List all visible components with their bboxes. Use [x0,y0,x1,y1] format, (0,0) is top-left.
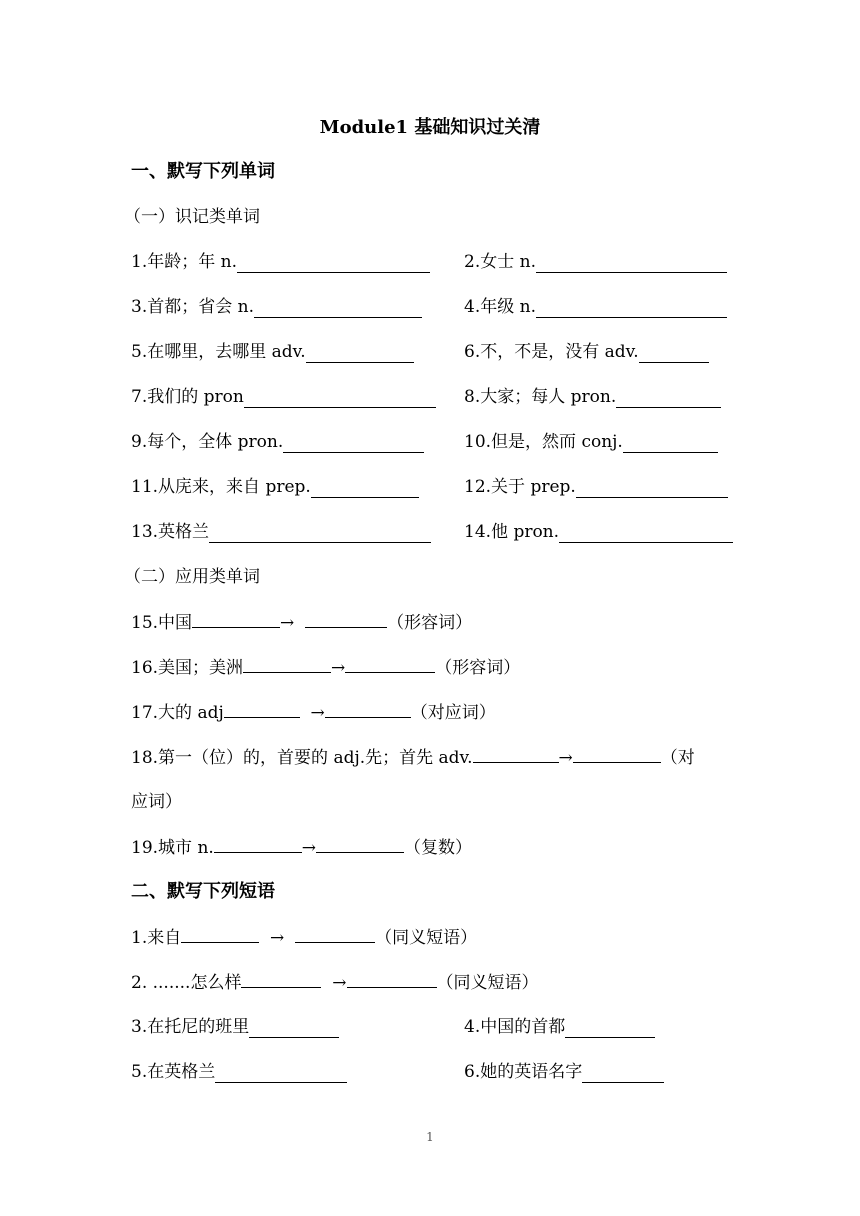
answer-blank[interactable] [639,342,709,363]
subsection-application: （二）应用类单词 [124,567,260,587]
word-item: 7.我们的 pron [131,384,436,410]
answer-blank[interactable] [573,744,661,763]
word-item: 6.不，不是，没有 adv. [464,339,709,365]
answer-blank[interactable] [582,1062,664,1083]
answer-blank[interactable] [616,387,721,408]
question-18: 18.第一（位）的，首要的 adj.先；首先 adv. → （对 [131,744,695,770]
word-item: 2.女士 n. [464,249,727,275]
answer-blank[interactable] [214,834,302,853]
question-17: 17.大的 adj → （对应词） [131,699,496,725]
answer-blank[interactable] [241,969,321,988]
section2-heading: 二、默写下列短语 [131,881,275,902]
word-item: 14.他 pron. [464,519,733,545]
answer-blank[interactable] [215,1062,347,1083]
answer-blank[interactable] [305,609,387,628]
word-row [131,339,731,365]
word-item: 10.但是，然而 conj. [464,429,718,455]
answer-blank[interactable] [237,252,430,273]
phrase-row [131,1059,731,1085]
answer-blank[interactable] [181,924,259,943]
word-row [131,519,731,545]
answer-blank[interactable] [565,1017,655,1038]
answer-blank[interactable] [536,297,727,318]
answer-blank[interactable] [192,609,280,628]
answer-blank[interactable] [209,522,431,543]
phrase-item: 6.她的英语名字 [464,1059,664,1085]
answer-blank[interactable] [536,252,727,273]
word-item: 9.每个，全体 pron. [131,429,424,455]
word-item: 3.首都；省会 n. [131,294,422,320]
question-15: 15.中国 → （形容词） [131,609,472,635]
answer-blank[interactable] [325,699,411,718]
word-item: 4.年级 n. [464,294,727,320]
word-item: 13.英格兰 [131,519,431,545]
answer-blank[interactable] [295,924,375,943]
answer-blank[interactable] [244,387,436,408]
answer-blank[interactable] [306,342,414,363]
word-item: 5.在哪里，去哪里 adv. [131,339,414,365]
answer-blank[interactable] [249,1017,339,1038]
answer-blank[interactable] [473,744,559,763]
answer-blank[interactable] [345,654,435,673]
page-title: Module1 基础知识过关清 [319,117,541,138]
answer-blank[interactable] [347,969,437,988]
answer-blank[interactable] [283,432,424,453]
subsection-recognition: （一）识记类单词 [124,207,260,227]
phrase-item: 5.在英格兰 [131,1059,347,1085]
word-item: 12.关于 prep. [464,474,728,500]
word-row [131,429,731,455]
answer-blank[interactable] [254,297,422,318]
phrase-item: 4.中国的首都 [464,1014,655,1040]
answer-blank[interactable] [316,834,404,853]
section1-heading: 一、默写下列单词 [131,161,275,182]
word-item: 8.大家；每人 pron. [464,384,721,410]
phrase-row [131,1014,731,1040]
word-row [131,384,731,410]
phrase-item: 3.在托尼的班里 [131,1014,339,1040]
answer-blank[interactable] [623,432,718,453]
question-18-continued: 应词） [131,792,182,812]
answer-blank[interactable] [243,654,331,673]
answer-blank[interactable] [311,477,419,498]
answer-blank[interactable] [224,699,300,718]
word-row [131,474,731,500]
answer-blank[interactable] [559,522,733,543]
phrase-2: 2. .......怎么样 → （同义短语） [131,969,539,995]
question-16: 16.美国；美洲 → （形容词） [131,654,520,680]
phrase-1: 1.来自 → （同义短语） [131,924,477,950]
question-19: 19.城市 n. → （复数） [131,834,472,860]
answer-blank[interactable] [576,477,728,498]
word-row [131,249,731,275]
page-number: 1 [426,1130,434,1144]
word-item: 1.年龄；年 n. [131,249,430,275]
word-row [131,294,731,320]
word-item: 11.从庑来，来自 prep. [131,474,419,500]
